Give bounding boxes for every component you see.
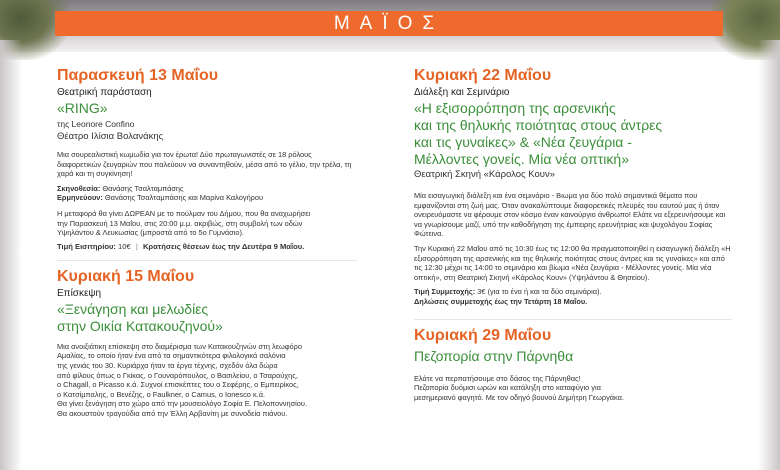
description-line: Ελάτε να περπατήσουμε στο δάσος της Πάρνηθας!	[414, 373, 581, 383]
description-line: ο Κατσίμπαλης, ο Βενέζης, ο Faulkner, ο Camus, ο Ionesco κ.ά.	[57, 389, 266, 399]
event-venue: Θέατρο Ιλίσια Βολανάκης	[57, 131, 164, 142]
description-line: Θα ακουστούν τραγούδια από την Έλλη Αρβανίτη με συνοδεία πιάνου.	[57, 408, 288, 418]
transport-line-2: την Παρασκευή 13 Μαΐου, στις 20:00 μ.μ. ακριβώς, στη συμβολή των οδών	[57, 218, 303, 228]
price-label: Τιμή Εισιτηρίου:	[57, 241, 116, 251]
right-photo-edge	[758, 40, 780, 470]
description-line: Θα γίνει ξενάγηση στο χώρο από την μουσειολόγο Σοφία Ε. Πελοποννησίου.	[57, 399, 308, 409]
direction-value: Θανάσης Τσαλταμπάσης	[102, 183, 184, 193]
event-description	[414, 374, 732, 403]
description-line: από φίλους όπως ο Γκίκας, ο Γουναρόπουλος, ο Βασιλείου, ο Τσαρούχης,	[57, 370, 298, 380]
event-description-text: Μία εισαγωγική διάλεξη και ένα σεμινάριο - Βιωμα για δύο πολύ σημαντικά θέματα που εμφανίζονται στη ζωή μας. Όταν ανακαλύπτουμε διαφορετικές πλευρές του εαυτού μας ή όταν ονειρευόμαστε να φέρουμε στον κόσμο έναν καινούργιο άνθρωπο! Ελάτε να εξερευνήσουμε και να γνωρίσουμε μαζί, υπό την καθοδήγηση της έμπειρης ερευνήτριας και ψυχολόγου Σοφίας Φώτεινα.	[414, 191, 726, 239]
cast-line	[57, 193, 357, 203]
description-line: Αμαλίας, το οποίο ήταν ένα από τα σημαντικότερα φιλολογικά σαλόνια	[57, 351, 286, 361]
left-photo-edge	[0, 40, 22, 470]
event-type: Θεατρική παράσταση	[57, 87, 152, 98]
fee-line	[414, 287, 732, 297]
event-title-line-3: και τις γυναίκες» & «Νέα ζευγάρια -	[414, 134, 632, 150]
event-title-line-1: «Η εξισορρόπηση της αρσενικής	[414, 100, 616, 116]
divider	[57, 260, 357, 261]
event-description-text: Μια σουρεαλιστική κωμωδία για τον έρωτα! Δύο πρωταγωνιστές σε 18 ρόλους διαφορετικών ζευγαριών που παλεύουν να συναντηθούν, μέσα από το γέλιο, την τρέλα, τη χαρά και τη συγκίνηση!	[57, 150, 352, 179]
direction-label: Σκηνοθεσία:	[57, 183, 101, 193]
event-date: Κυριακή 22 Μαΐου	[414, 67, 552, 84]
event-katakouzinou	[57, 267, 357, 419]
transport-line-1: Η μεταφορά θα γίνει ΔΩΡΕΑΝ με το πούλμαν του Δήμου, που θα αναχωρήσει	[57, 208, 311, 218]
event-parnitha	[414, 326, 732, 403]
event-schedule-text: Την Κυριακή 22 Μαΐου από τις 10:30 έως τις 12:00 θα πραγματοποιηθεί η εισαγωγική διάλεξη «Η εξισορρόπηση της αρσενικής και της θηλυκής ποιότητας στους άντρες και τις γυναίκες» και από τις 12:30 μέχρι τις 14:00 το σεμινάριο και βίωμα «Νέα ζευγάρια - Μέλλοντες γονείς. Μία νέα οπτική», στη Θεατρική Σκηνή «Κάρολος Κουν» (Υψηλάντου & Θησείου).	[414, 243, 731, 282]
event-description	[57, 150, 357, 179]
fee-label: Τιμή Συμμετοχής:	[414, 287, 476, 297]
month-banner: ΜΑΪΟΣ	[55, 11, 723, 36]
price-value: 10€	[118, 241, 131, 251]
event-description	[414, 191, 732, 282]
event-venue: Θεατρική Σκηνή «Κάρολος Κουν»	[414, 169, 555, 180]
fee-value: 3€ (για το ένα ή και τα δύο σεμινάρια).	[477, 287, 602, 297]
description-line: μεσημεριανό φαγητό. Με τον οδηγό βουνού Δημήτρη Γεωργάκα.	[414, 392, 624, 402]
event-date: Παρασκευή 13 Μαΐου	[57, 67, 219, 84]
event-description	[57, 342, 357, 419]
event-title: «RING»	[57, 100, 108, 116]
event-title-line-2: και της θηλυκής ποιότητας στους άντρες	[414, 117, 663, 133]
event-type: Διάλεξη και Σεμινάριο	[414, 87, 510, 98]
description-line: ο Chagall, ο Picasso κ.ά. Συχνοί επισκέπτες του ο Σεφέρης, ο Εμπειρίκος,	[57, 380, 299, 390]
ticket-line	[57, 242, 357, 252]
right-column	[414, 66, 732, 402]
description-line: Πεζοπορία δυόμισι ωρών και κατάληξη στο καταφύγιο για	[414, 383, 601, 393]
event-date: Κυριακή 29 Μαΐου	[414, 326, 552, 344]
description-line: της γενιάς του 30. Κυριάρχα ήταν τα έργα τέχνης, σχεδόν όλα δώρα	[57, 360, 278, 370]
divider	[414, 319, 732, 320]
reservations-note: Κρατήσεις θέσεων έως την Δευτέρα 9 Μαΐου.	[142, 241, 305, 251]
cast-label: Ερμηνεύουν:	[57, 193, 103, 203]
transport-line-3: Υψηλάντου & Λευκωσίας (μπροστά από το 5ο Γυμνάσιο).	[57, 228, 244, 238]
cast-value: Θανάσης Τσαλταμπάσης και Μαρίνα Καλογήρου	[104, 193, 264, 203]
direction-line	[57, 184, 357, 194]
event-title-line-2: στην Οικία Κατακουζηνού»	[57, 317, 223, 334]
description-line: Μια ανοιξιάτικη επίσκεψη στο διαμέρισμα των Κατακουζηνών στη λεωφόρο	[57, 341, 302, 351]
event-author: της Leonore Confino	[57, 119, 135, 129]
event-title-line-1: «Ξενάγηση και μελωδίες	[57, 300, 209, 317]
event-title-line-4: Μέλλοντες γονείς. Μία νέα οπτική»	[414, 151, 629, 167]
event-date: Κυριακή 15 Μαΐου	[57, 267, 195, 285]
event-ring	[57, 66, 357, 252]
left-column	[57, 66, 357, 419]
event-lecture	[414, 66, 732, 307]
event-title: Πεζοπορία στην Πάρνηθα	[414, 347, 574, 364]
deadline-line: Δηλώσεις συμμετοχής έως την Τετάρτη 18 Μαΐου.	[414, 296, 588, 306]
event-type: Επίσκεψη	[57, 287, 102, 299]
separator: |	[135, 241, 138, 251]
